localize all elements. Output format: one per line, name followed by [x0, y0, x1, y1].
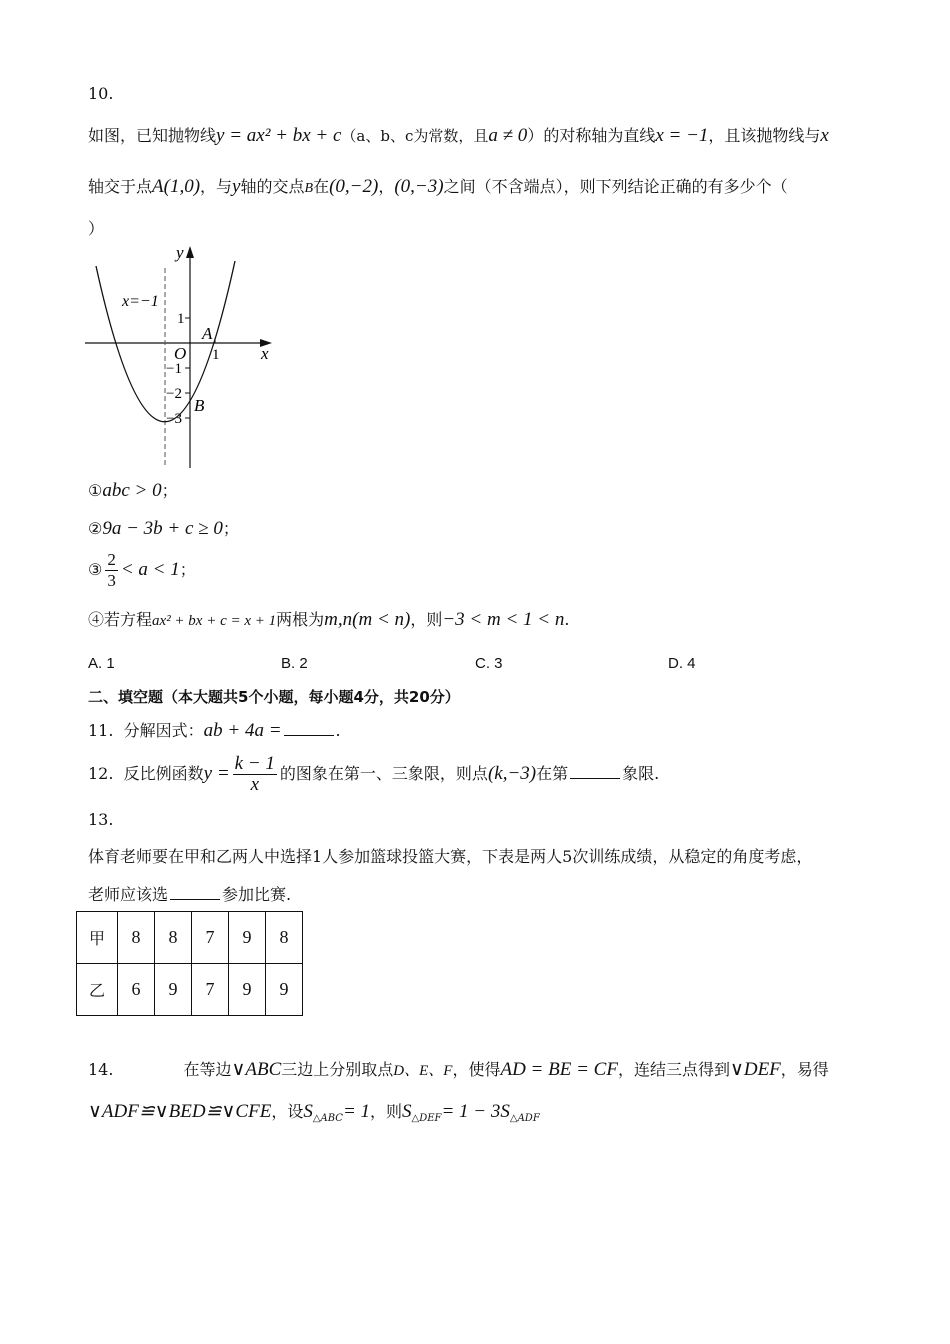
q13-line2: [88, 884, 291, 906]
q12-frac-den: x: [250, 774, 259, 795]
q10-text: （a、b、c为常数，且: [341, 127, 489, 145]
label-x: x: [261, 344, 269, 363]
label-origin: O: [174, 344, 187, 363]
table-row: [77, 912, 303, 964]
score-cell: 9: [229, 964, 266, 1016]
q10-line2: [88, 176, 788, 200]
q14-text: ，连结三点得到: [617, 1060, 730, 1079]
q12-number: 12.: [88, 764, 114, 783]
statement-2: [88, 518, 239, 540]
score-cell: 9: [229, 912, 266, 964]
option-a: A. 1: [88, 655, 115, 672]
s4-conclusion: −3 < m < 1 < n: [442, 609, 565, 630]
x-symbol: x: [820, 125, 829, 146]
row-name: 甲: [77, 912, 118, 964]
s2-expr: 9a − 3b + c ≥ 0: [102, 518, 223, 539]
label-tick-1y: 1: [177, 311, 185, 327]
score-cell: 7: [192, 964, 229, 1016]
q13-blank[interactable]: [170, 885, 220, 900]
s4-text: ，则: [410, 610, 443, 629]
q14-text: ，设: [271, 1102, 304, 1121]
label-b: B: [194, 396, 205, 415]
s3-end: ；: [179, 560, 196, 579]
q10-text: ，且该抛物线与: [708, 126, 821, 145]
q10-text: ，: [378, 177, 395, 196]
table-row: [77, 964, 303, 1016]
label-symmetry-axis: x=−1: [122, 293, 159, 310]
q11-number: 11.: [88, 721, 114, 740]
q12: [88, 752, 659, 796]
s3-frac-den: 3: [107, 571, 116, 590]
s1-expr: abc > 0: [102, 480, 162, 501]
y-symbol: y: [232, 176, 241, 197]
q12-point: (k,−3): [487, 763, 537, 784]
label-tick-m2: −2: [166, 386, 182, 402]
point-0-m2: (0,−2): [329, 176, 379, 197]
q11-end: .: [335, 721, 341, 740]
score-cell: 8: [155, 912, 192, 964]
q14-text: 三边上分别取点: [281, 1060, 394, 1079]
q14-text: 在等边: [183, 1060, 232, 1079]
s3-frac-num: 2: [107, 550, 116, 569]
q12-lhs: y =: [203, 763, 230, 784]
row-name: 乙: [77, 964, 118, 1016]
section-2-title: 二、填空题（本大题共5个小题，每小题4分，共20分）: [88, 688, 460, 706]
q12-fraction: [233, 754, 277, 795]
q12-frac-num: k − 1: [234, 753, 275, 774]
area-symbol: S: [303, 1101, 313, 1122]
q10-text: 在: [313, 177, 330, 196]
q14-line2: [88, 1101, 540, 1130]
statement-1: [88, 480, 178, 502]
point-a: A(1,0): [152, 176, 201, 197]
y-axis-arrow-icon: [186, 246, 194, 258]
q11-expr: ab + 4a =: [203, 720, 282, 741]
score-cell: 8: [118, 912, 155, 964]
q12-blank[interactable]: [570, 764, 620, 779]
q12-text: 在第: [536, 764, 569, 783]
area-symbol: S: [402, 1101, 412, 1122]
s4-equation: ax² + bx + c = x + 1: [152, 613, 277, 629]
q10-text: ，与: [200, 177, 233, 196]
q11-text: 分解因式：: [123, 721, 204, 740]
q14-line1: [88, 1059, 829, 1082]
q13-number: 13.: [88, 810, 114, 829]
q14-text: ，使得: [452, 1060, 501, 1079]
q12-text: 的图象在第一、三象限，则点: [279, 764, 488, 783]
circled-2: ②: [88, 519, 103, 538]
axis-equation: x = −1: [655, 125, 709, 146]
q13-text: 参加比赛.: [222, 885, 292, 904]
label-tick-1x: 1: [212, 347, 220, 363]
q10-line3: ）: [88, 219, 105, 238]
parabola-graph: [80, 240, 280, 475]
score-cell: 6: [118, 964, 155, 1016]
q12-end: 象限.: [622, 764, 660, 783]
q10-number: 10.: [88, 84, 114, 103]
label-tick-m1: −1: [166, 361, 182, 377]
s4-text: 两根为: [276, 610, 325, 629]
q14-text: ，易得: [780, 1060, 829, 1079]
q10-text: 之间（不含端点），则下列结论正确的有多少个（: [443, 177, 788, 196]
circled-3: ③: [88, 560, 103, 579]
score-cell: 8: [266, 912, 303, 964]
s3-expr: < a < 1: [120, 559, 180, 580]
condition: a ≠ 0: [488, 125, 528, 146]
area-eq-1: = 1: [342, 1101, 371, 1122]
s4-text: 若方程: [104, 610, 153, 629]
point-0-m3: (0,−3): [394, 176, 444, 197]
score-cell: 9: [155, 964, 192, 1016]
points-def: D、E、F: [393, 1063, 453, 1079]
q13-text: 老师应该选: [88, 885, 169, 904]
label-a: A: [202, 324, 213, 343]
area-sub-abc: △ABC: [312, 1113, 343, 1125]
triangle-def: ∨DEF: [729, 1059, 781, 1080]
s4-end: .: [564, 610, 570, 629]
triangle-abc: ∨ABC: [231, 1059, 282, 1080]
s4-roots: m,n(m < n): [324, 609, 411, 630]
point-b: B: [304, 181, 314, 196]
q13-line1: 体育老师要在甲和乙两人中选择1人参加篮球投篮大赛，下表是两人5次训练成绩，从稳定的角度考虑，: [88, 847, 813, 866]
q10-line1: [88, 125, 829, 147]
congruence: ∨ADF≌∨BED≌∨CFE: [88, 1101, 272, 1122]
area-eq-2: = 1 − 3S: [441, 1101, 510, 1122]
area-sub-adf: △ADF: [509, 1113, 540, 1125]
q10-text: ）的对称轴为直线: [527, 126, 656, 145]
s2-end: ；: [222, 519, 239, 538]
q10-text: 轴交于点: [88, 177, 153, 196]
label-tick-m3: −3: [166, 411, 182, 427]
q14-number: 14.: [88, 1060, 114, 1079]
option-c: C. 3: [475, 655, 503, 672]
statement-3: [88, 550, 196, 591]
circled-1: ①: [88, 481, 103, 500]
q12-text: 反比例函数: [123, 764, 204, 783]
area-sub-def: △DEF: [411, 1113, 442, 1125]
label-y: y: [176, 243, 184, 262]
q11: [88, 720, 341, 742]
option-d: D. 4: [668, 655, 696, 672]
statement-4: [88, 609, 569, 632]
q11-blank[interactable]: [284, 721, 334, 736]
s3-fraction: [105, 550, 118, 591]
q10-text: 轴的交点: [240, 177, 305, 196]
q14-text: ，则: [370, 1102, 403, 1121]
equal-segments: AD = BE = CF: [500, 1059, 618, 1080]
option-b: B. 2: [281, 655, 308, 672]
scores-table: [76, 911, 303, 1016]
score-cell: 9: [266, 964, 303, 1016]
parabola-equation: y = ax² + bx + c: [216, 125, 342, 146]
circled-4: ④: [88, 610, 105, 629]
s1-end: ；: [161, 481, 178, 500]
q10-text: 如图，已知抛物线: [88, 126, 217, 145]
score-cell: 7: [192, 912, 229, 964]
